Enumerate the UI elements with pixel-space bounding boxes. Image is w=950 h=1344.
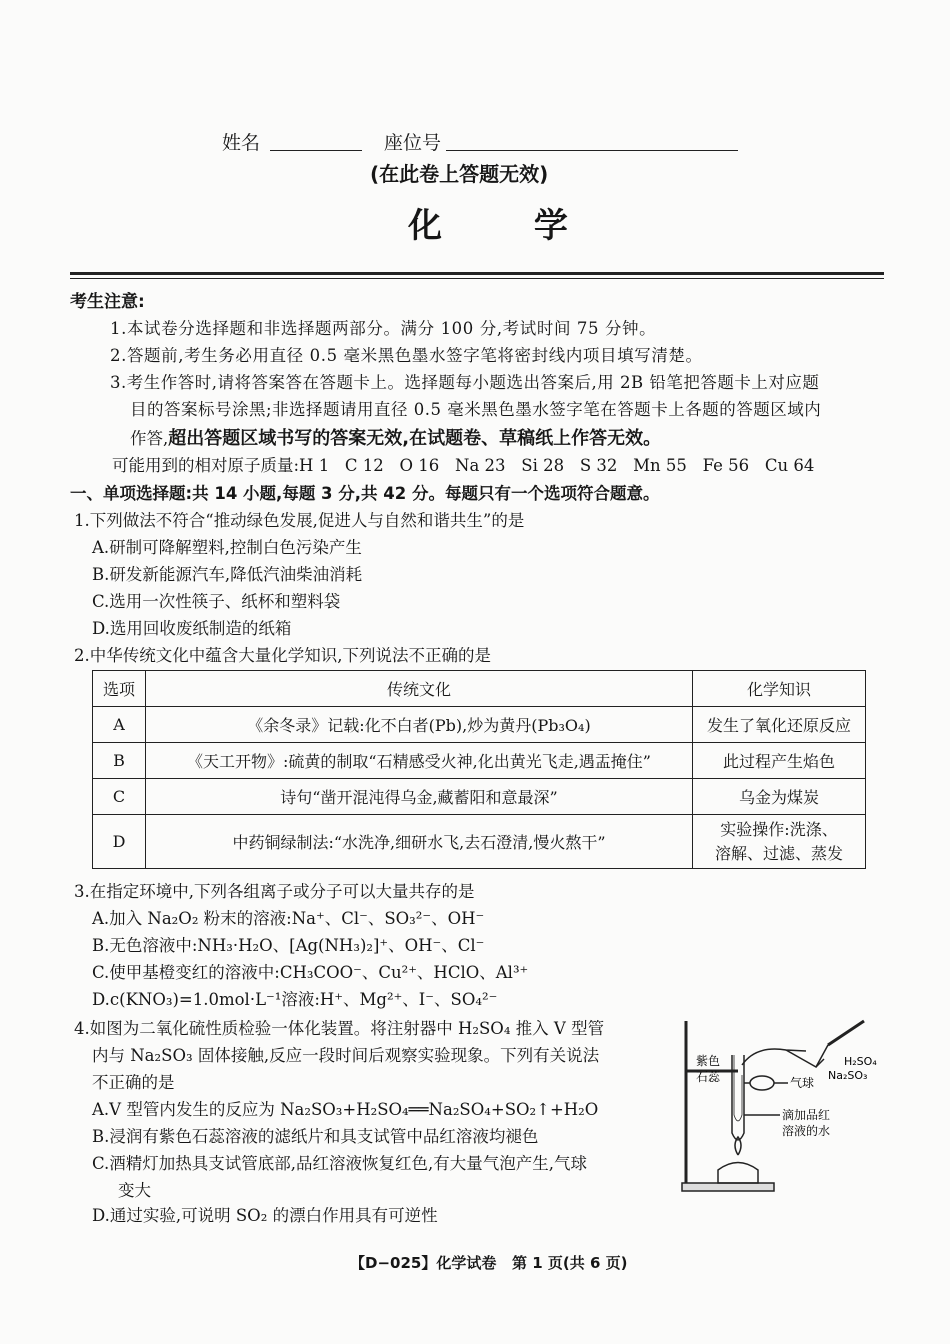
notice-item-3-tail	[130, 424, 661, 450]
alcohol-lamp	[718, 1163, 758, 1184]
q4-option-b: B.浸润有紫色石蕊溶液的滤纸片和具支试管中品红溶液均褪色	[92, 1127, 539, 1146]
page-title: 化 学	[408, 206, 608, 246]
q4-option-c: C.酒精灯加热具支试管底部,品红溶液恢复红色,有大量气泡产生,气球	[92, 1154, 588, 1173]
notice-tail-text: 作答,	[130, 429, 169, 448]
table-cell: D	[93, 815, 146, 869]
table-cell	[693, 815, 866, 869]
q1-option-c: C.选用一次性筷子、纸杯和塑料袋	[92, 592, 341, 611]
name-label: 姓名	[222, 132, 261, 154]
table-cell: 《天工开物》:硫黄的制取“石精感受火神,化出黄光飞走,遇盂掩住”	[146, 743, 693, 779]
label-litmus-2: 石蕊	[696, 1070, 721, 1084]
table-header: 选项	[93, 671, 146, 707]
table-cell: A	[93, 707, 146, 743]
balloon	[750, 1076, 774, 1090]
q3-option-a: A.加入 Na₂O₂ 粉末的溶液:Na⁺、Cl⁻、SO₃²⁻、OH⁻	[92, 909, 485, 928]
q3-stem: 3.在指定环境中,下列各组离子或分子可以大量共存的是	[74, 882, 475, 901]
table-cell: C	[93, 779, 146, 815]
table-header: 传统文化	[146, 671, 693, 707]
label-water-1: 滴加品红	[782, 1108, 831, 1122]
invalid-note: (在此卷上答题无效)	[370, 162, 549, 186]
table-cell: 发生了氧化还原反应	[693, 707, 866, 743]
table-header: 化学知识	[693, 671, 866, 707]
q4-stem-line-3: 不正确的是	[92, 1073, 175, 1092]
name-field[interactable]	[270, 150, 362, 151]
table-header-row	[93, 671, 866, 707]
notice-item-1: 1.本试卷分选择题和非选择题两部分。满分 100 分,考试时间 75 分钟。	[110, 319, 657, 338]
v-tube	[786, 1045, 828, 1067]
tube-liquid-line	[734, 1055, 742, 1121]
q1-option-d: D.选用回收废纸制造的纸箱	[92, 619, 292, 638]
v-tube-left	[742, 1049, 806, 1065]
notice-title: 考生注意:	[70, 292, 145, 312]
q4-option-a: A.V 型管内发生的反应为 Na₂SO₃+H₂SO₄══Na₂SO₄+SO₂↑+H₂O	[92, 1100, 599, 1119]
notice-item-3: 3.考生作答时,请将答案答在答题卡上。选择题每小题选出答案后,用 2B 铅笔把答题卡上对应题	[110, 373, 820, 392]
q2-stem: 2.中华传统文化中蕴含大量化学知识,下列说法不正确的是	[74, 646, 491, 665]
divider-bottom	[70, 278, 884, 279]
table-row	[93, 707, 866, 743]
label-litmus-1: 紫色	[696, 1054, 721, 1068]
table-cell: 《余冬录》记载:化不白者(Pb),炒为黄丹(Pb₃O₄)	[146, 707, 693, 743]
atomic-masses: 可能用到的相对原子质量:H 1 C 12 O 16 Na 23 Si 28 S 32 Mn 55 Fe 56 Cu 64	[112, 456, 815, 475]
apparatus-figure	[676, 1015, 898, 1205]
table-cell: 此过程产生焰色	[693, 743, 866, 779]
notice-warning: 超出答题区域书写的答案无效,在试题卷、草稿纸上作答无效。	[168, 428, 662, 449]
q3-option-b: B.无色溶液中:NH₃·H₂O、[Ag(NH₃)₂]⁺、OH⁻、Cl⁻	[92, 936, 485, 955]
label-na2so3: Na₂SO₃	[828, 1069, 868, 1082]
syringe	[828, 1021, 864, 1045]
table-cell: 诗句“凿开混沌得乌金,藏蓄阳和意最深”	[146, 779, 693, 815]
table-row	[93, 815, 866, 869]
q3-option-c: C.使甲基橙变红的溶液中:CH₃COO⁻、Cu²⁺、HClO、Al³⁺	[92, 963, 529, 982]
notice-item-3-cont: 目的答案标号涂黑;非选择题请用直径 0.5 毫米黑色墨水签字笔在答题卡上各题的答题区域内	[130, 400, 822, 419]
table-row	[93, 779, 866, 815]
page-footer: 【D−025】化学试卷 第 1 页(共 6 页)	[350, 1254, 628, 1272]
q3-option-d: D.c(KNO₃)=1.0mol·L⁻¹溶液:H⁺、Mg²⁺、I⁻、SO₄²⁻	[92, 990, 498, 1009]
table-cell-line: 实验操作:洗涤、	[720, 819, 838, 839]
q1-option-a: A.研制可降解塑料,控制白色污染产生	[92, 538, 362, 557]
label-balloon: 气球	[790, 1076, 815, 1090]
table-row	[93, 743, 866, 779]
label-h2so4: H₂SO₄	[844, 1055, 877, 1068]
q4-stem-line-1: 4.如图为二氧化硫性质检验一体化装置。将注射器中 H₂SO₄ 推入 V 型管	[74, 1019, 605, 1038]
q4-stem-line-2: 内与 Na₂SO₃ 固体接触,反应一段时间后观察实验现象。下列有关说法	[92, 1046, 600, 1065]
table-cell-line: 溶解、过滤、蒸发	[714, 843, 843, 863]
stand-base	[682, 1183, 774, 1191]
q2-table	[92, 670, 866, 869]
table-cell: 中药铜绿制法:“水洗净,细研水飞,去石澄清,慢火熬干”	[146, 815, 693, 869]
notice-item-2: 2.答题前,考生务必用直径 0.5 毫米黑色墨水签字笔将密封线内项目填写清楚。	[110, 346, 703, 365]
divider-top	[70, 272, 884, 275]
q4-option-d: D.通过实验,可说明 SO₂ 的漂白作用具有可逆性	[92, 1206, 438, 1225]
q1-option-b: B.研发新能源汽车,降低汽油柴油消耗	[92, 565, 363, 584]
q1-stem: 1.下列做法不符合“推动绿色发展,促进人与自然和谐共生”的是	[74, 511, 525, 530]
seat-label: 座位号	[384, 132, 442, 154]
q4-option-c-cont: 变大	[118, 1181, 151, 1200]
section-heading: 一、单项选择题:共 14 小题,每题 3 分,共 42 分。每题只有一个选项符合题意。	[70, 484, 660, 503]
table-cell: B	[93, 743, 146, 779]
table-cell: 乌金为煤炭	[693, 779, 866, 815]
seat-field[interactable]	[446, 150, 738, 151]
label-water-2: 溶液的水	[782, 1124, 831, 1138]
